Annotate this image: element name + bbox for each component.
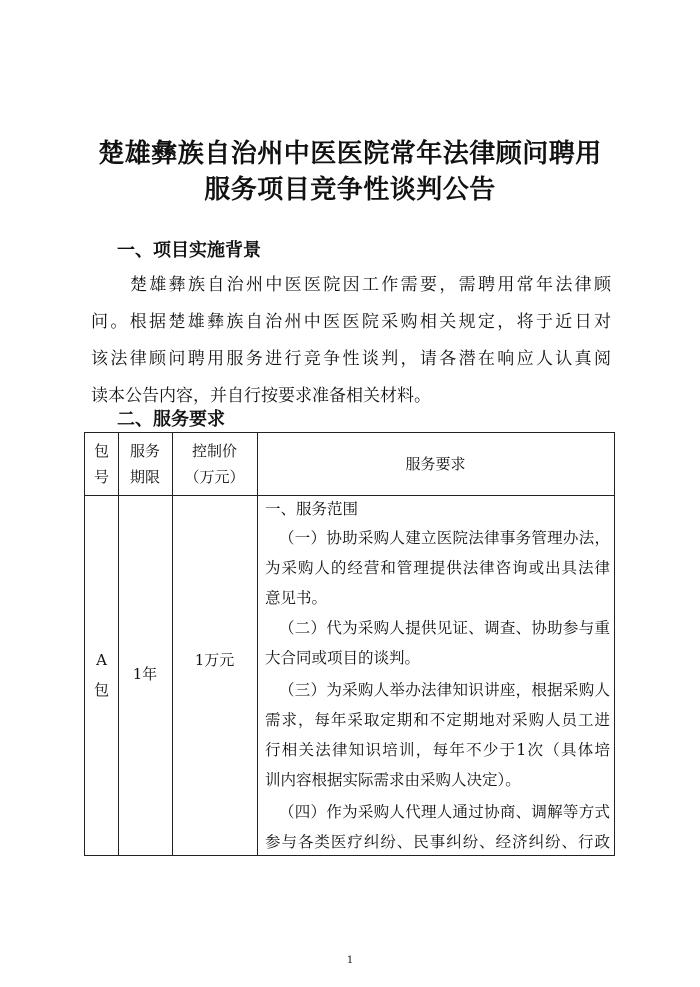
requirements-line: 大合同或项目的谈判。	[265, 649, 421, 667]
table-column-divider	[118, 433, 119, 855]
row-package-line2: 包	[93, 681, 109, 699]
table-column-divider	[257, 433, 258, 855]
row-package-line1: A	[96, 651, 107, 669]
document-title-line2: 服务项目竞争性谈判公告	[204, 175, 496, 205]
paragraph-line: 楚雄彝族自治州中医医院因工作需要，需聘用常年法律顾	[130, 275, 611, 295]
requirements-line: 参与各类医疗纠纷、民事纠纷、经济纠纷、行政	[265, 833, 610, 851]
requirements-line: 意见书。	[265, 589, 328, 607]
header-period	[118, 433, 172, 495]
paragraph-line: 该法律顾问聘用服务进行竞争性谈判，请各潜在响应人认真阅	[91, 349, 611, 369]
header-requirements	[257, 433, 614, 495]
header-package-line1: 包	[93, 442, 109, 460]
header-period-line1: 服务	[129, 442, 160, 460]
header-requirements-label: 服务要求	[405, 455, 466, 473]
table-header-divider	[85, 495, 614, 496]
page-number: 1	[346, 955, 354, 966]
row-price: 1万元	[194, 651, 235, 669]
header-price	[172, 433, 257, 495]
requirements-line: 为采购人的经营和管理提供法律咨询或出具法律	[265, 559, 610, 577]
requirements-line: 训内容根据实际需求由采购人决定）。	[265, 771, 521, 789]
requirements-line: 需求，每年采取定期和不定期地对采购人员工进	[265, 711, 610, 729]
requirements-line: （四）作为采购人代理人通过协商、调解等方式	[279, 803, 610, 821]
requirements-line: 行相关法律知识培训，每年不少于1次（具体培	[265, 741, 610, 759]
paragraph-line: 读本公告内容，并自行按要求准备相关材料。	[91, 386, 431, 406]
header-period-line2: 期限	[129, 468, 160, 486]
header-price-line2: （万元）	[184, 468, 245, 486]
paragraph-line: 问。根据楚雄彝族自治州中医医院采购相关规定，将于近日对	[91, 312, 611, 332]
requirements-line: （三）为采购人举办法律知识讲座，根据采购人	[279, 681, 610, 699]
requirements-line: （二）代为采购人提供见证、调查、协助参与重	[279, 619, 610, 637]
row-period: 1年	[132, 665, 158, 683]
service-requirements-table	[84, 432, 615, 856]
header-package	[85, 433, 118, 495]
section2-heading: 二、服务要求	[117, 409, 225, 430]
row-package	[85, 645, 118, 705]
requirements-line: （一）协助采购人建立医院法律事务管理办法，	[279, 529, 610, 547]
section1-heading: 一、项目实施背景	[117, 240, 261, 261]
requirements-line: 一、服务范围	[265, 500, 359, 518]
header-price-line1: 控制价	[191, 442, 237, 460]
table-column-divider	[172, 433, 173, 855]
header-package-line2: 号	[93, 468, 109, 486]
document-title-line1: 楚雄彝族自治州中医医院常年法律顾问聘用	[98, 139, 602, 169]
